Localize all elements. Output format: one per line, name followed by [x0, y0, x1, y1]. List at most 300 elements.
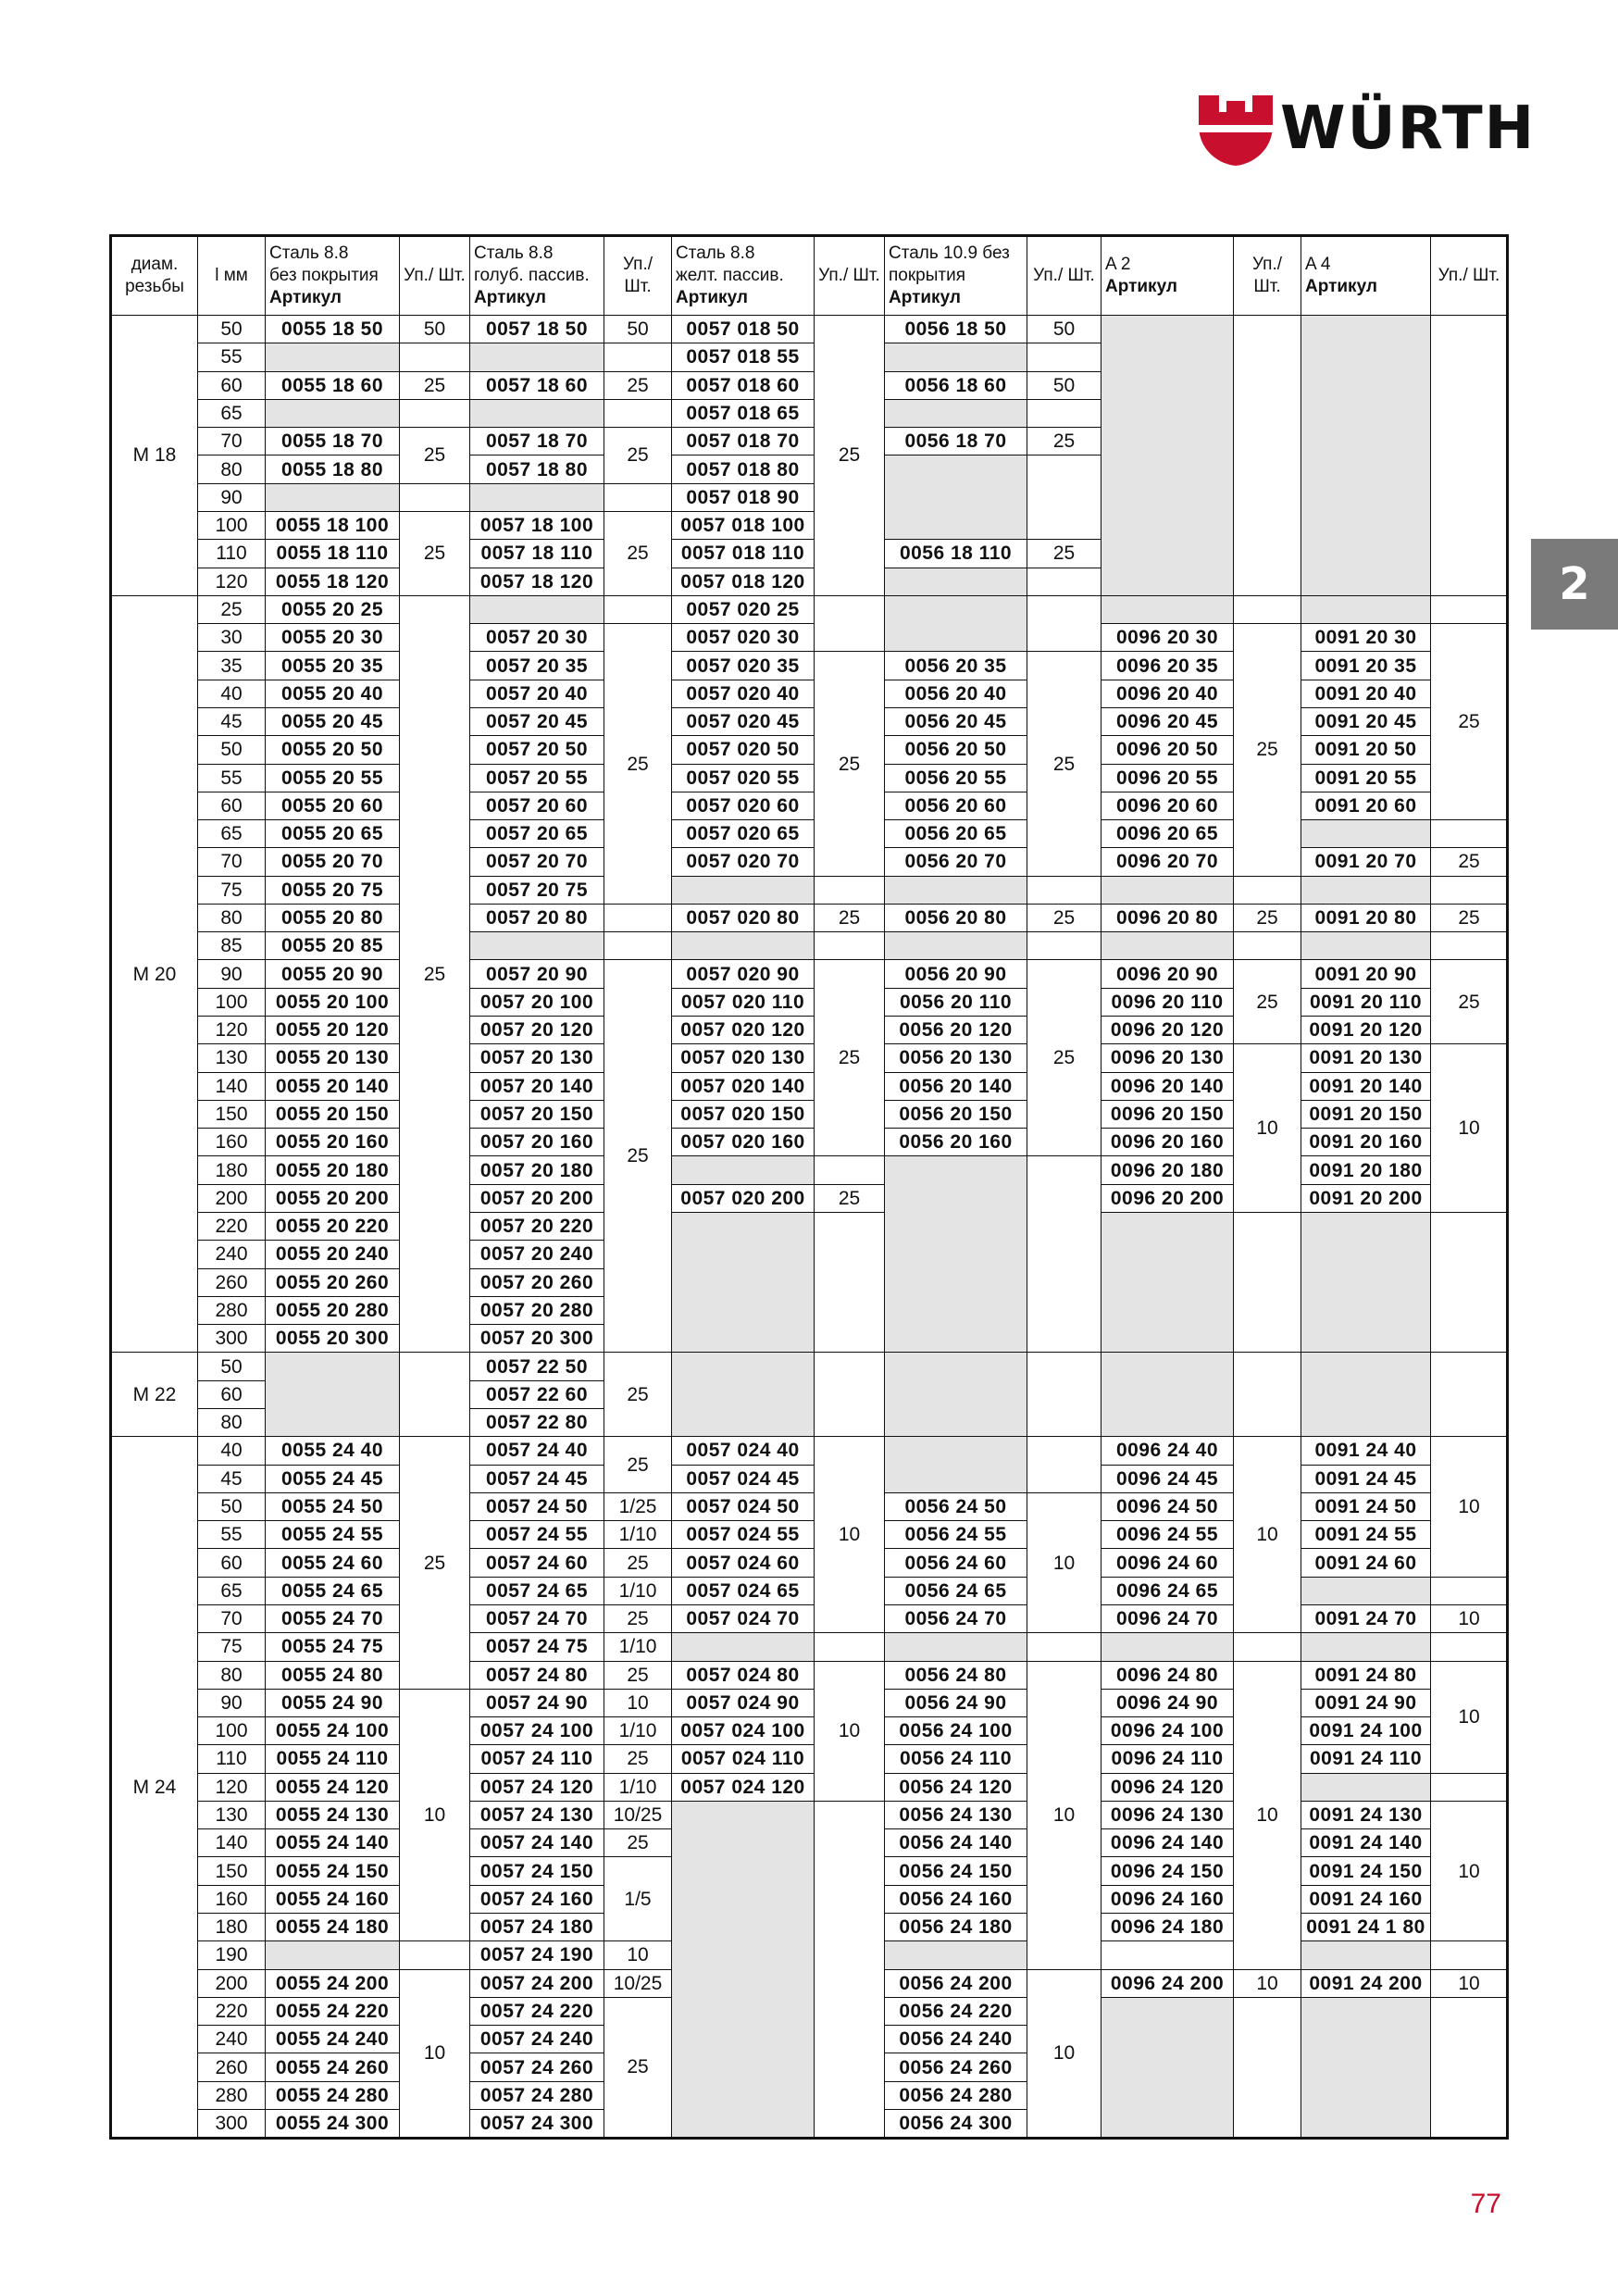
table-cell — [1027, 1156, 1101, 1353]
article-number-cell: 0055 24 90 — [266, 1689, 400, 1716]
article-number-cell: 0057 24 190 — [470, 1941, 604, 1969]
article-number-cell: 0055 20 80 — [266, 904, 400, 931]
length-cell: 180 — [198, 1156, 266, 1184]
article-number-cell: 0056 24 70 — [885, 1604, 1027, 1632]
article-number-cell: 0057 18 60 — [470, 371, 604, 399]
length-cell: 50 — [198, 1492, 266, 1520]
pack-qty-cell: 25 — [400, 428, 470, 484]
article-number-cell: 0096 20 80 — [1101, 904, 1234, 931]
article-number-cell: 0057 020 200 — [672, 1184, 815, 1212]
article-number-cell: 0091 20 30 — [1301, 624, 1431, 652]
article-number-cell: 0057 20 50 — [470, 736, 604, 764]
article-number-cell: 0091 24 45 — [1301, 1465, 1431, 1492]
article-number-cell: 0057 020 70 — [672, 848, 815, 876]
pack-qty-cell: 10/25 — [604, 1801, 672, 1828]
table-cell — [1027, 1353, 1101, 1437]
length-cell: 140 — [198, 1829, 266, 1857]
article-number-cell: 0056 18 110 — [885, 540, 1027, 568]
article-number-cell: 0091 20 60 — [1301, 792, 1431, 819]
length-cell: 200 — [198, 1969, 266, 1997]
article-number-cell: 0057 20 300 — [470, 1325, 604, 1353]
article-number-cell: 0056 24 90 — [885, 1689, 1027, 1716]
length-cell: 65 — [198, 1577, 266, 1604]
article-number-cell: 0091 20 120 — [1301, 1017, 1431, 1044]
article-number-cell: 0091 24 1 80 — [1301, 1914, 1431, 1941]
article-number-cell: 0057 20 240 — [470, 1241, 604, 1268]
table-cell — [1431, 1997, 1508, 2138]
article-number-cell: 0091 20 180 — [1301, 1156, 1431, 1184]
pack-qty-cell: 25 — [604, 428, 672, 484]
length-cell: 65 — [198, 820, 266, 848]
article-number-cell: 0057 20 260 — [470, 1268, 604, 1296]
article-number-cell: 0057 20 45 — [470, 707, 604, 735]
article-number-cell: 0091 20 70 — [1301, 848, 1431, 876]
article-number-cell: 0055 20 75 — [266, 876, 400, 904]
table-cell — [400, 399, 470, 427]
article-number-cell: 0057 020 55 — [672, 764, 815, 792]
article-number-cell: 0057 24 130 — [470, 1801, 604, 1828]
article-number-cell: 0055 20 100 — [266, 988, 400, 1016]
article-number-cell: 0057 020 50 — [672, 736, 815, 764]
page-number: 77 — [1470, 2189, 1501, 2219]
unavailable-cell — [1301, 932, 1431, 960]
pack-qty-cell: 1/10 — [604, 1577, 672, 1604]
article-number-cell: 0056 24 120 — [885, 1773, 1027, 1801]
pack-qty-cell: 25 — [1234, 960, 1301, 1044]
pack-qty-cell: 25 — [1234, 904, 1301, 931]
unavailable-cell — [1101, 595, 1234, 623]
pack-qty-cell: 10 — [1431, 1969, 1508, 1997]
pack-qty-cell: 25 — [815, 652, 885, 876]
article-number-cell: 0057 24 100 — [470, 1717, 604, 1745]
article-number-cell: 0055 24 240 — [266, 2026, 400, 2053]
article-number-cell: 0057 24 150 — [470, 1857, 604, 1885]
header-c3q: Уп./ Шт. — [815, 236, 885, 316]
unavailable-cell — [1301, 1941, 1431, 1969]
length-cell: 90 — [198, 483, 266, 511]
article-number-cell: 0057 18 50 — [470, 316, 604, 343]
article-number-cell: 0055 20 220 — [266, 1213, 400, 1241]
article-number-cell: 0091 20 200 — [1301, 1184, 1431, 1212]
table-cell — [815, 932, 885, 960]
table-cell — [815, 1633, 885, 1661]
table-cell — [815, 595, 885, 652]
article-number-cell: 0091 20 90 — [1301, 960, 1431, 988]
article-number-cell: 0055 20 240 — [266, 1241, 400, 1268]
length-cell: 240 — [198, 1241, 266, 1268]
article-number-cell: 0057 24 120 — [470, 1773, 604, 1801]
length-cell: 60 — [198, 792, 266, 819]
article-number-cell: 0096 20 90 — [1101, 960, 1234, 988]
article-number-cell: 0057 018 60 — [672, 371, 815, 399]
article-number-cell: 0057 020 35 — [672, 652, 815, 680]
article-number-cell: 0091 24 100 — [1301, 1717, 1431, 1745]
pack-qty-cell: 10 — [400, 1689, 470, 1941]
article-number-cell: 0096 20 200 — [1101, 1184, 1234, 1212]
article-number-cell: 0055 20 280 — [266, 1296, 400, 1324]
article-number-cell: 0055 20 35 — [266, 652, 400, 680]
length-cell: 75 — [198, 876, 266, 904]
table-cell — [1431, 1213, 1508, 1353]
article-number-cell: 0057 024 120 — [672, 1773, 815, 1801]
unavailable-cell — [885, 1156, 1027, 1353]
article-number-cell: 0056 20 50 — [885, 736, 1027, 764]
length-cell: 150 — [198, 1857, 266, 1885]
table-cell — [400, 483, 470, 511]
article-number-cell: 0057 020 25 — [672, 595, 815, 623]
length-cell: 100 — [198, 988, 266, 1016]
pack-qty-cell: 10 — [1027, 1969, 1101, 2138]
article-number-cell: 0057 24 65 — [470, 1577, 604, 1604]
pack-qty-cell: 10 — [1431, 1604, 1508, 1632]
article-number-cell: 0057 020 65 — [672, 820, 815, 848]
article-number-cell: 0096 20 55 — [1101, 764, 1234, 792]
article-number-cell: 0055 20 60 — [266, 792, 400, 819]
table-cell — [1027, 932, 1101, 960]
table-cell — [1431, 1633, 1508, 1661]
pack-qty-cell: 25 — [604, 624, 672, 905]
pack-qty-cell: 25 — [1431, 904, 1508, 931]
table-cell — [1027, 455, 1101, 540]
header-c6: A 4 Артикул — [1301, 236, 1431, 316]
article-number-cell: 0057 20 220 — [470, 1213, 604, 1241]
article-number-cell: 0057 020 120 — [672, 1017, 815, 1044]
article-number-cell: 0057 020 130 — [672, 1044, 815, 1072]
article-number-cell: 0091 24 110 — [1301, 1745, 1431, 1773]
table-row — [111, 1633, 1508, 1661]
pack-qty-cell: 25 — [604, 1437, 672, 1493]
pack-qty-cell: 1/10 — [604, 1717, 672, 1745]
article-number-cell: 0057 020 45 — [672, 707, 815, 735]
article-number-cell: 0057 20 180 — [470, 1156, 604, 1184]
table-cell — [1431, 316, 1508, 596]
unavailable-cell — [885, 1633, 1027, 1661]
article-number-cell: 0091 24 90 — [1301, 1689, 1431, 1716]
pack-qty-cell: 10 — [1431, 1044, 1508, 1213]
article-number-cell: 0057 024 80 — [672, 1661, 815, 1689]
table-row — [111, 316, 1508, 343]
unavailable-cell — [672, 1213, 815, 1353]
article-number-cell: 0057 024 100 — [672, 1717, 815, 1745]
pack-qty-cell: 25 — [815, 1184, 885, 1212]
unavailable-cell — [885, 876, 1027, 904]
header-c5: A 2 Артикул — [1101, 236, 1234, 316]
article-number-cell: 0096 24 130 — [1101, 1801, 1234, 1828]
article-number-cell: 0091 20 45 — [1301, 707, 1431, 735]
article-number-cell: 0056 24 300 — [885, 2110, 1027, 2139]
pack-qty-cell: 10 — [604, 1689, 672, 1716]
table-row — [111, 1044, 1508, 1072]
length-cell: 60 — [198, 1380, 266, 1408]
article-number-cell: 0055 20 25 — [266, 595, 400, 623]
length-cell: 30 — [198, 624, 266, 652]
article-number-cell: 0057 020 160 — [672, 1129, 815, 1156]
unavailable-cell — [266, 343, 400, 371]
article-number-cell: 0096 20 45 — [1101, 707, 1234, 735]
article-number-cell: 0091 24 150 — [1301, 1857, 1431, 1885]
wurth-emblem-icon — [1199, 95, 1273, 166]
table-row — [111, 1437, 1508, 1465]
article-number-cell: 0055 18 100 — [266, 511, 400, 539]
pack-qty-cell: 25 — [604, 1829, 672, 1857]
length-cell: 300 — [198, 2110, 266, 2139]
pack-qty-cell: 25 — [604, 511, 672, 595]
unavailable-cell — [470, 932, 604, 960]
article-number-cell: 0056 24 220 — [885, 1997, 1027, 2025]
pack-qty-cell: 10 — [604, 1941, 672, 1969]
article-number-cell: 0096 20 160 — [1101, 1129, 1234, 1156]
article-number-cell: 0096 20 110 — [1101, 988, 1234, 1016]
pack-qty-cell: 10 — [1431, 1437, 1508, 1577]
article-number-cell: 0057 024 90 — [672, 1689, 815, 1716]
article-number-cell: 0057 20 70 — [470, 848, 604, 876]
article-number-cell: 0091 20 80 — [1301, 904, 1431, 931]
article-number-cell: 0096 24 60 — [1101, 1549, 1234, 1577]
brand-wordmark: WÜRTH — [1280, 94, 1537, 163]
unavailable-cell — [885, 932, 1027, 960]
length-cell: 70 — [198, 1604, 266, 1632]
header-c1: Сталь 8.8 без покрытия Артикул — [266, 236, 400, 316]
length-cell: 150 — [198, 1100, 266, 1128]
article-number-cell: 0055 18 50 — [266, 316, 400, 343]
table-cell — [1234, 1633, 1301, 1661]
unavailable-cell — [1101, 1633, 1234, 1661]
table-cell — [1027, 343, 1101, 371]
length-cell: 280 — [198, 2081, 266, 2109]
article-number-cell: 0057 20 30 — [470, 624, 604, 652]
table-cell — [1027, 595, 1101, 652]
unavailable-cell — [672, 1633, 815, 1661]
unavailable-cell — [885, 595, 1027, 652]
pack-qty-cell: 25 — [604, 1745, 672, 1773]
table-cell — [1431, 932, 1508, 960]
unavailable-cell — [672, 1156, 815, 1184]
article-number-cell: 0091 20 55 — [1301, 764, 1431, 792]
article-number-cell: 0055 24 50 — [266, 1492, 400, 1520]
unavailable-cell — [1301, 1997, 1431, 2138]
article-number-cell: 0057 22 50 — [470, 1353, 604, 1380]
length-cell: 220 — [198, 1997, 266, 2025]
article-number-cell: 0056 20 90 — [885, 960, 1027, 988]
unavailable-cell — [672, 1801, 815, 2138]
article-number-cell: 0096 20 50 — [1101, 736, 1234, 764]
article-number-cell: 0057 18 70 — [470, 428, 604, 455]
article-number-cell: 0056 24 110 — [885, 1745, 1027, 1773]
length-cell: 40 — [198, 1437, 266, 1465]
article-number-cell: 0057 20 160 — [470, 1129, 604, 1156]
article-number-cell: 0057 24 220 — [470, 1997, 604, 2025]
article-number-cell: 0096 20 140 — [1101, 1072, 1234, 1100]
unavailable-cell — [1101, 316, 1234, 596]
article-number-cell: 0057 24 50 — [470, 1492, 604, 1520]
pack-qty-cell: 1/10 — [604, 1773, 672, 1801]
article-number-cell: 0057 020 60 — [672, 792, 815, 819]
article-number-cell: 0096 20 180 — [1101, 1156, 1234, 1184]
article-number-cell: 0055 24 220 — [266, 1997, 400, 2025]
article-number-cell: 0055 20 120 — [266, 1017, 400, 1044]
pack-qty-cell: 25 — [604, 1997, 672, 2138]
article-number-cell: 0096 24 55 — [1101, 1521, 1234, 1549]
chapter-tab: 2 — [1531, 539, 1618, 630]
unavailable-cell — [470, 483, 604, 511]
article-number-cell: 0055 18 110 — [266, 540, 400, 568]
article-number-cell: 0055 24 60 — [266, 1549, 400, 1577]
article-number-cell: 0055 18 70 — [266, 428, 400, 455]
article-number-cell: 0057 24 300 — [470, 2110, 604, 2139]
article-number-cell: 0091 24 40 — [1301, 1437, 1431, 1465]
table-cell — [815, 1353, 885, 1437]
pack-qty-cell: 25 — [604, 371, 672, 399]
article-number-cell: 0057 020 150 — [672, 1100, 815, 1128]
pack-qty-cell: 25 — [400, 595, 470, 1353]
article-number-cell: 0055 20 140 — [266, 1072, 400, 1100]
article-number-cell: 0056 24 200 — [885, 1969, 1027, 1997]
article-number-cell: 0091 20 150 — [1301, 1100, 1431, 1128]
article-number-cell: 0096 20 60 — [1101, 792, 1234, 819]
article-number-cell: 0056 18 60 — [885, 371, 1027, 399]
article-number-cell: 0056 24 180 — [885, 1914, 1027, 1941]
pack-qty-cell: 50 — [1027, 371, 1101, 399]
article-number-cell: 0055 24 70 — [266, 1604, 400, 1632]
table-row — [111, 1661, 1508, 1689]
article-number-cell: 0096 24 90 — [1101, 1689, 1234, 1716]
unavailable-cell — [1101, 1213, 1234, 1353]
unavailable-cell — [1301, 820, 1431, 848]
pack-qty-cell: 25 — [604, 1353, 672, 1437]
article-number-cell: 0056 20 140 — [885, 1072, 1027, 1100]
article-number-cell: 0096 24 180 — [1101, 1914, 1234, 1941]
header-c4: Сталь 10.9 без покрытия Артикул — [885, 236, 1027, 316]
pack-qty-cell: 10 — [1234, 1044, 1301, 1213]
article-number-cell: 0096 24 40 — [1101, 1437, 1234, 1465]
article-number-cell: 0056 20 150 — [885, 1100, 1027, 1128]
article-number-cell: 0055 20 70 — [266, 848, 400, 876]
article-number-cell: 0091 24 60 — [1301, 1549, 1431, 1577]
length-cell: 260 — [198, 2053, 266, 2081]
length-cell: 75 — [198, 1633, 266, 1661]
article-number-cell: 0096 24 50 — [1101, 1492, 1234, 1520]
article-number-cell: 0055 24 150 — [266, 1857, 400, 1885]
article-number-cell: 0056 20 110 — [885, 988, 1027, 1016]
article-number-cell: 0057 24 140 — [470, 1829, 604, 1857]
article-number-cell: 0055 24 80 — [266, 1661, 400, 1689]
article-number-cell: 0055 24 200 — [266, 1969, 400, 1997]
length-cell: 50 — [198, 316, 266, 343]
article-number-cell: 0057 24 280 — [470, 2081, 604, 2109]
article-number-cell: 0057 018 55 — [672, 343, 815, 371]
article-number-cell: 0057 24 80 — [470, 1661, 604, 1689]
article-number-cell: 0057 020 110 — [672, 988, 815, 1016]
unavailable-cell — [885, 1941, 1027, 1969]
pack-qty-cell: 25 — [1431, 624, 1508, 820]
article-number-cell: 0056 24 130 — [885, 1801, 1027, 1828]
unavailable-cell — [885, 455, 1027, 540]
article-number-cell: 0056 24 160 — [885, 1885, 1027, 1913]
unavailable-cell — [672, 876, 815, 904]
table-cell — [1027, 876, 1101, 904]
table-cell — [1431, 876, 1508, 904]
length-cell: 190 — [198, 1941, 266, 1969]
article-number-cell: 0057 24 180 — [470, 1914, 604, 1941]
article-number-cell: 0055 18 60 — [266, 371, 400, 399]
article-number-cell: 0055 18 120 — [266, 568, 400, 595]
length-cell: 90 — [198, 960, 266, 988]
wurth-logo — [1199, 94, 1537, 166]
pack-qty-cell: 25 — [1027, 540, 1101, 568]
article-number-cell: 0055 24 55 — [266, 1521, 400, 1549]
length-cell: 80 — [198, 455, 266, 483]
table-cell — [1027, 568, 1101, 595]
article-number-cell: 0056 20 80 — [885, 904, 1027, 931]
unavailable-cell — [266, 1941, 400, 1969]
table-cell — [1234, 316, 1301, 596]
article-number-cell: 0057 24 110 — [470, 1745, 604, 1773]
article-number-cell: 0057 018 50 — [672, 316, 815, 343]
table-cell — [1101, 1941, 1234, 1969]
article-number-cell: 0057 22 60 — [470, 1380, 604, 1408]
article-number-cell: 0096 20 35 — [1101, 652, 1234, 680]
article-number-cell: 0055 24 40 — [266, 1437, 400, 1465]
article-number-cell: 0091 24 70 — [1301, 1604, 1431, 1632]
article-number-cell: 0057 024 50 — [672, 1492, 815, 1520]
pack-qty-cell: 25 — [604, 1549, 672, 1577]
article-number-cell: 0091 20 140 — [1301, 1072, 1431, 1100]
pack-qty-cell: 25 — [1027, 428, 1101, 455]
unavailable-cell — [470, 399, 604, 427]
article-number-cell: 0057 18 100 — [470, 511, 604, 539]
article-number-cell: 0091 24 130 — [1301, 1801, 1431, 1828]
table-cell — [604, 483, 672, 511]
unavailable-cell — [1101, 1353, 1234, 1437]
article-number-cell: 0055 24 160 — [266, 1885, 400, 1913]
pack-qty-cell: 25 — [604, 960, 672, 1353]
length-cell: 60 — [198, 371, 266, 399]
article-number-cell: 0096 24 150 — [1101, 1857, 1234, 1885]
length-cell: 55 — [198, 1521, 266, 1549]
article-number-cell: 0055 24 110 — [266, 1745, 400, 1773]
length-cell: 50 — [198, 736, 266, 764]
diam-cell: M 22 — [111, 1353, 198, 1437]
pack-qty-cell: 25 — [1027, 904, 1101, 931]
article-number-cell: 0056 24 240 — [885, 2026, 1027, 2053]
article-number-cell: 0057 20 35 — [470, 652, 604, 680]
unavailable-cell — [1301, 876, 1431, 904]
unavailable-cell — [1301, 1213, 1431, 1353]
header-length: l мм — [198, 236, 266, 316]
length-cell: 35 — [198, 652, 266, 680]
article-number-cell: 0056 18 70 — [885, 428, 1027, 455]
table-cell — [1234, 876, 1301, 904]
article-number-cell: 0055 20 180 — [266, 1156, 400, 1184]
table-cell — [1234, 595, 1301, 623]
length-cell: 45 — [198, 1465, 266, 1492]
article-number-cell: 0096 24 140 — [1101, 1829, 1234, 1857]
length-cell: 260 — [198, 1268, 266, 1296]
pack-qty-cell: 25 — [604, 1604, 672, 1632]
unavailable-cell — [885, 1353, 1027, 1437]
table-cell — [815, 876, 885, 904]
article-number-cell: 0057 024 45 — [672, 1465, 815, 1492]
article-number-cell: 0056 24 60 — [885, 1549, 1027, 1577]
diam-cell: M 24 — [111, 1437, 198, 2139]
article-number-cell: 0091 24 80 — [1301, 1661, 1431, 1689]
article-number-cell: 0091 20 160 — [1301, 1129, 1431, 1156]
length-cell: 40 — [198, 680, 266, 707]
unavailable-cell — [1101, 1997, 1234, 2138]
article-number-cell: 0056 24 50 — [885, 1492, 1027, 1520]
article-number-cell: 0057 20 80 — [470, 904, 604, 931]
pack-qty-cell: 25 — [815, 316, 885, 596]
